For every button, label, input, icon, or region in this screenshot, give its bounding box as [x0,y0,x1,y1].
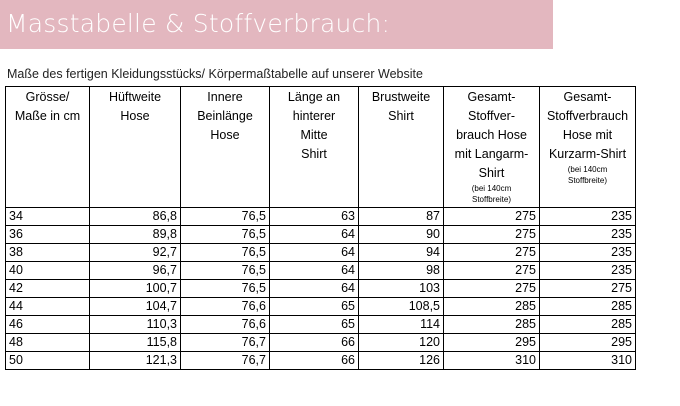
header-line: Kurzarm-Shirt [548,147,627,161]
table-row [6,298,636,316]
header-line: Beinlänge [197,109,253,123]
header-note: (bei 140cm [471,184,512,193]
table-cell-back-length: 66 [270,352,359,370]
table-row [6,316,636,334]
table-cell-fabric-short-sleeve: 285 [540,298,636,316]
column-header-back-length [270,87,359,208]
header-line: Brustweite [371,90,431,104]
table-cell-back-length: 64 [270,244,359,262]
header-line: Maße in cm [14,109,81,123]
header-line: Hose [210,128,240,142]
table-row [6,280,636,298]
table-cell-chest-width: 103 [359,280,444,298]
column-header-size [6,87,90,208]
table-cell-back-length: 66 [270,334,359,352]
header-line: Innere [207,90,243,104]
table-cell-size: 46 [6,316,90,334]
table-row [6,334,636,352]
table-row [6,208,636,226]
header-line: Shirt [388,109,414,123]
table-cell-fabric-short-sleeve: 275 [540,280,636,298]
table-cell-fabric-short-sleeve: 310 [540,352,636,370]
table-cell-hip-width: 86,8 [90,208,181,226]
table-cell-size: 34 [6,208,90,226]
table-cell-hip-width: 121,3 [90,352,181,370]
table-cell-fabric-short-sleeve: 235 [540,208,636,226]
table-cell-fabric-long-sleeve: 275 [444,226,540,244]
column-header-inseam [181,87,270,208]
table-body [6,208,636,370]
table-cell-size: 40 [6,262,90,280]
table-cell-fabric-short-sleeve: 295 [540,334,636,352]
table-cell-fabric-short-sleeve: 235 [540,226,636,244]
table-cell-chest-width: 108,5 [359,298,444,316]
table-cell-inseam: 76,5 [181,280,270,298]
table-cell-hip-width: 89,8 [90,226,181,244]
table-cell-back-length: 65 [270,298,359,316]
column-header-fabric-short-sleeve [540,87,636,208]
header-line: Hose mit [562,128,613,142]
table-cell-fabric-long-sleeve: 275 [444,244,540,262]
table-row [6,244,636,262]
table-cell-fabric-long-sleeve: 285 [444,298,540,316]
column-header-fabric-long-sleeve [444,87,540,208]
table-cell-chest-width: 126 [359,352,444,370]
table-row [6,262,636,280]
header-note: Stoffbreite) [568,176,607,185]
table-cell-inseam: 76,5 [181,244,270,262]
header-line: Hose [120,109,150,123]
table-cell-inseam: 76,5 [181,262,270,280]
table-cell-size: 50 [6,352,90,370]
table-cell-size: 42 [6,280,90,298]
header-line: Grösse/ [25,90,70,104]
table-cell-fabric-short-sleeve: 235 [540,262,636,280]
table-cell-inseam: 76,7 [181,334,270,352]
page-title: Masstabelle & Stoffverbrauch: [6,9,391,38]
table-cell-hip-width: 92,7 [90,244,181,262]
table-cell-chest-width: 120 [359,334,444,352]
table-cell-chest-width: 114 [359,316,444,334]
table-cell-chest-width: 94 [359,244,444,262]
table-cell-fabric-short-sleeve: 235 [540,244,636,262]
table-cell-chest-width: 98 [359,262,444,280]
table-cell-inseam: 76,6 [181,298,270,316]
column-header-chest-width [359,87,444,208]
table-cell-back-length: 64 [270,262,359,280]
table-cell-chest-width: 87 [359,208,444,226]
header-line: Shirt [478,166,505,180]
table-cell-fabric-long-sleeve: 275 [444,262,540,280]
title-banner [0,0,553,49]
table-cell-fabric-short-sleeve: 285 [540,316,636,334]
header-line: hinterer [292,109,336,123]
header-line: brauch Hose [456,128,527,142]
table-cell-chest-width: 90 [359,226,444,244]
table-cell-inseam: 76,6 [181,316,270,334]
table-cell-fabric-long-sleeve: 310 [444,352,540,370]
column-header-hip-width [90,87,181,208]
table-cell-hip-width: 96,7 [90,262,181,280]
table-cell-size: 36 [6,226,90,244]
table-cell-size: 48 [6,334,90,352]
table-cell-inseam: 76,7 [181,352,270,370]
table-cell-inseam: 76,5 [181,226,270,244]
size-table [5,86,636,370]
table-caption: Maße des fertigen Kleidungsstücks/ Körpermaßtabelle auf unserer Website [7,67,423,81]
table-cell-hip-width: 110,3 [90,316,181,334]
table-cell-fabric-long-sleeve: 275 [444,208,540,226]
header-line: Stoffver- [467,109,515,123]
header-note: (bei 140cm [567,165,608,174]
header-line: Mitte [300,128,328,142]
table-cell-inseam: 76,5 [181,208,270,226]
header-line: Shirt [301,147,327,161]
header-row [6,87,636,208]
header-line: Stoffverbrauch [546,109,629,123]
header-line: Länge an [287,90,341,104]
table-cell-fabric-long-sleeve: 295 [444,334,540,352]
table-row [6,352,636,370]
table-cell-size: 38 [6,244,90,262]
header-note: Stoffbreite) [472,195,511,204]
header-line: Hüftweite [108,90,162,104]
header-line: mit Langarm- [454,147,529,161]
table-cell-back-length: 64 [270,280,359,298]
header-line: Gesamt- [563,90,612,104]
table-cell-hip-width: 104,7 [90,298,181,316]
table-cell-back-length: 64 [270,226,359,244]
table-cell-size: 44 [6,298,90,316]
table-cell-fabric-long-sleeve: 275 [444,280,540,298]
table-cell-hip-width: 100,7 [90,280,181,298]
table-cell-back-length: 63 [270,208,359,226]
table-cell-back-length: 65 [270,316,359,334]
table-row [6,226,636,244]
header-line: Gesamt- [467,90,516,104]
table-cell-fabric-long-sleeve: 285 [444,316,540,334]
table-cell-hip-width: 115,8 [90,334,181,352]
